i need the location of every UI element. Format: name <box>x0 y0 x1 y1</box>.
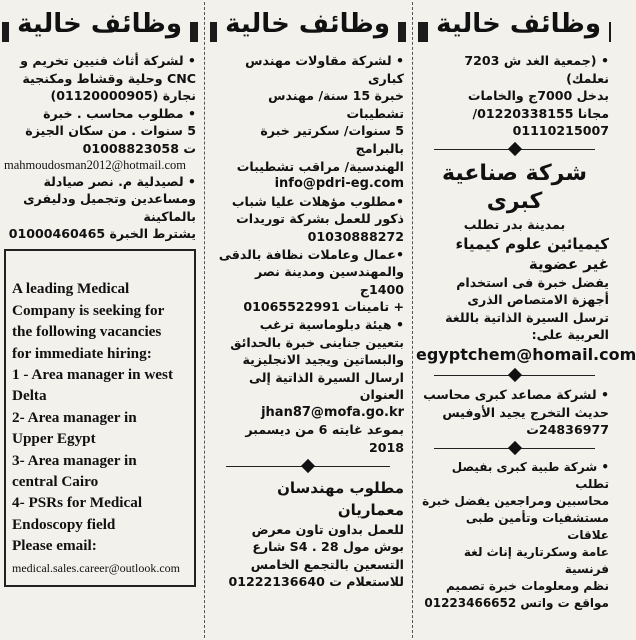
architects-ad-body: للعمل بداون تاون معرض بوش مول S4 . 28 شارع التسعين بالتجمع الخامس للاستعلام ت 01222136640 <box>228 521 404 590</box>
diplomatic-deadline: بموعد غايته 6 من ديسمبر 2018 <box>245 422 404 456</box>
left-section-header <box>2 2 198 46</box>
diplomatic-ad: • هيئة دبلوماسية ترغب بتعيين جناينى خبرة بالحدائق والبساتين ويجيد الانجليزية ارسال السيرة الذاتية إلى العنوان <box>230 316 404 403</box>
section-title: وظائف خالية <box>428 2 609 46</box>
elevator-company-ad: • لشركة مصاعد كبرى محاسب حديث التخرج يجيد الأوفيس 24836977ت <box>423 386 609 438</box>
cleaning-ad: •عمال وعاملات نظافة بالدقى والمهندسين ومدينة نصر 1400ج + تامينات 01065522991 <box>218 246 404 315</box>
column-divider <box>204 2 205 638</box>
section-title: وظائف خالية <box>217 2 398 46</box>
contracting-ad: • لشركة مقاولات مهندس كبارى خبرة 15 سنة/ مهندس تشطيبات 5 سنوات/ سكرتير خبرة بالبرامج الهندسية/ مراقب تشطيبات <box>236 53 404 174</box>
middle-section-header <box>210 2 406 46</box>
accountant-email[interactable]: mahmoudosman2012@hotmail.com <box>4 157 186 172</box>
diplomatic-email[interactable]: jhan87@mofa.go.kr <box>261 404 404 420</box>
industrial-company-subtitle: بمدينة بدر تطلب <box>463 216 566 232</box>
english-medical-ad <box>4 249 196 587</box>
english-ad-text: A leading Medical Company is seeking for the following vacancies for immediate hiring: 1 - Area manager in west Delta 2- Area manager in Upper Egypt 3- Area manager in central Cairo 4- PSRs for Medical Endoscopy field Please email: <box>12 280 173 555</box>
ornament-divider <box>416 368 613 384</box>
furniture-ad: • لشركة أثاث فنيين تخريم و CNC وحلية وقشاط ومكنجية نجارة (01120000905) <box>20 53 196 104</box>
chemists-role: كيميائين علوم كيمياء غير عضوية <box>455 234 609 273</box>
right-column <box>416 0 636 640</box>
diamond-icon <box>507 441 521 455</box>
middle-column <box>208 0 408 640</box>
accountant-ad: • مطلوب محاسب . خبرة 5 سنوات . من سكان الجيزة ت 01008823058 <box>25 105 196 156</box>
column-divider <box>412 2 413 638</box>
contracting-email[interactable]: info@pdri-eg.com <box>274 176 404 192</box>
diamond-icon <box>507 142 521 156</box>
english-ad-email[interactable]: medical.sales.career@outlook.com <box>12 560 180 575</box>
pharmacy-ad: • لصيدلية م. نصر صيادلة ومساعدين وتجميل ودليفرى بالماكينة يشترط الخبرة 01000460465 <box>8 173 196 242</box>
left-column <box>0 0 200 640</box>
medical-company-ad: • شركة طبية كبرى بفيصل تطلب محاسبين ومراجعين يفضل خبرة مستشفيات وتأمين طبى علاقات عامة وسكرتارية إناث لغة فرنسية نظم ومعلومات خبرة تصميم مواقع ت واتس 01223466652 <box>422 459 609 610</box>
diamond-icon <box>301 459 315 473</box>
supplies-ad: •مطلوب مؤهلات عليا شباب ذكور للعمل بشركة توريدات 01030888272 <box>231 193 404 244</box>
ornament-divider <box>208 459 408 475</box>
right-section-header <box>418 2 611 46</box>
industrial-company-title: شركة صناعية كبرى <box>442 160 587 214</box>
section-title: وظائف خالية <box>9 2 190 46</box>
chemists-requirements: يفضل خبرة فى استخدام أجهزة الامتصاص الذرى ترسل السيرة الذاتية باللغة العربية على: <box>445 274 609 343</box>
ornament-divider <box>416 142 613 158</box>
architects-ad-title: مطلوب مهندسان معماريان <box>277 478 404 519</box>
chemists-email[interactable]: egyptchem@homail.com <box>416 344 636 364</box>
ornament-divider <box>416 441 613 457</box>
diamond-icon <box>507 368 521 382</box>
association-ad: • (جمعية الغد ش 7203 نعلمك) بدخل 7000ج والخامات مجانا 01220338155/ 01110215007 <box>464 53 609 139</box>
